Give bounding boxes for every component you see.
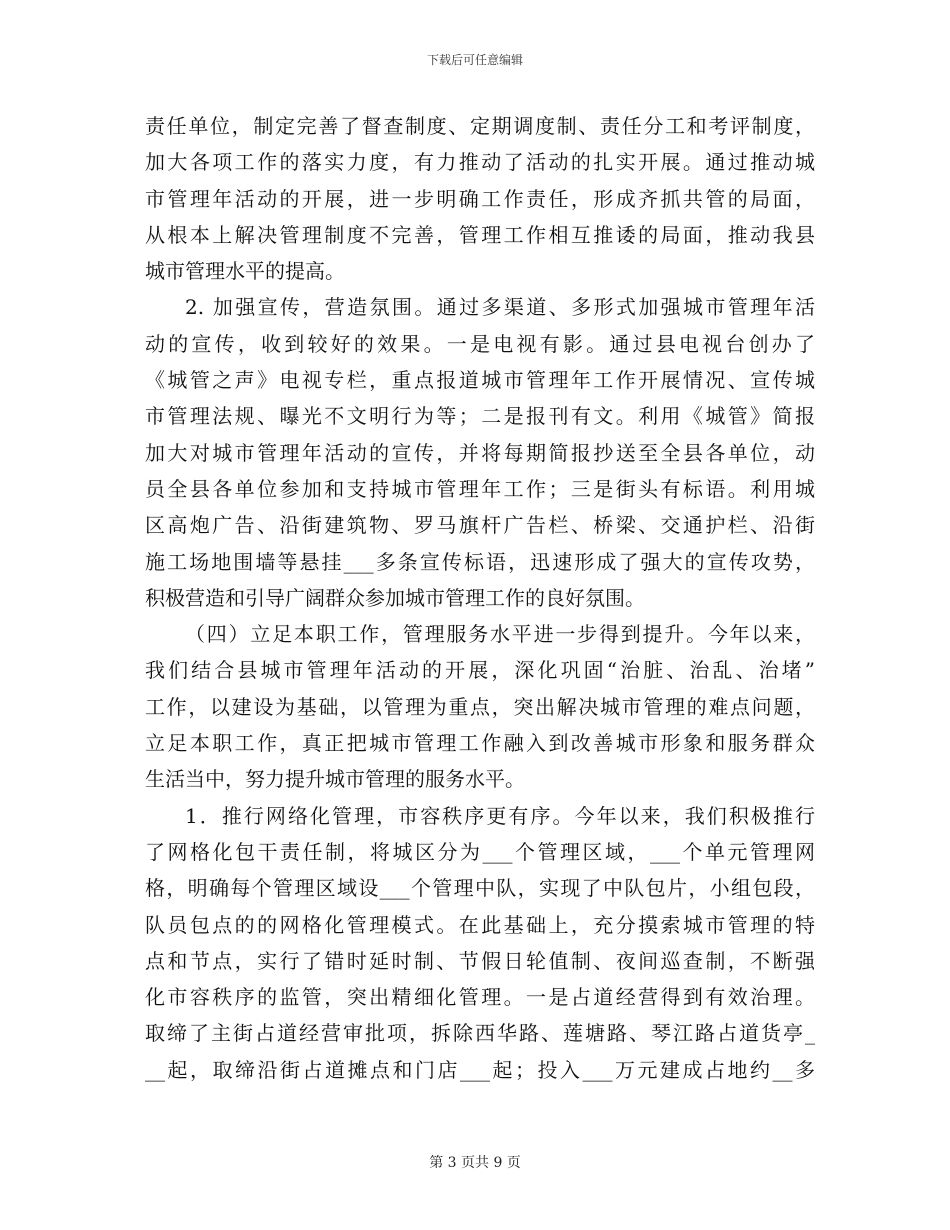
text-line: 员全县各单位参加和支持城市管理年工作；三是街头有标语。利用城 bbox=[145, 476, 815, 501]
paragraph-start-line: 2. 加强宣传，营造氛围。通过多渠道、多形式加强城市管理年活 bbox=[185, 295, 815, 320]
text-line: 施工场地围墙等悬挂___多条宣传标语，迅速形成了强大的宣传攻势， bbox=[145, 549, 815, 574]
text-line: 我们结合县城市管理年活动的开展，深化巩固“治脏、治乱、治堵” bbox=[145, 658, 815, 683]
text-line: 立足本职工作，真正把城市管理工作融入到改善城市形象和服务群众 bbox=[145, 731, 815, 756]
text-line: 点和节点，实行了错时延时制、节假日轮值制、夜间巡查制，不断强 bbox=[145, 948, 815, 973]
text-line: 城市管理水平的提高。 bbox=[145, 259, 345, 284]
text-line: __起，取缔沿街占道摊点和门店___起；投入___万元建成占地约__多 bbox=[145, 1057, 815, 1082]
text-line: 动的宣传，收到较好的效果。一是电视有影。通过县电视台创办了 bbox=[145, 331, 815, 356]
paragraph-start-line: （四）立足本职工作，管理服务水平进一步得到提升。今年以来， bbox=[185, 622, 815, 647]
text-line: 了网格化包干责任制，将城区分为___个管理区域，___个单元管理网 bbox=[145, 839, 815, 864]
paragraph-start-line: 1．推行网络化管理，市容秩序更有序。今年以来，我们积极推行 bbox=[185, 803, 815, 828]
text-line: 从根本上解决管理制度不完善，管理工作相互推诿的局面，推动我县 bbox=[145, 222, 815, 247]
text-line: 区高炮广告、沿街建筑物、罗马旗杆广告栏、桥梁、交通护栏、沿街 bbox=[145, 513, 815, 538]
page-header: 下载后可任意编辑 bbox=[426, 53, 523, 67]
text-line: 加大对城市管理年活动的宣传，并将每期简报抄送至全县各单位，动 bbox=[145, 440, 815, 465]
text-line: 队员包点的的网格化管理模式。在此基础上，充分摸索城市管理的特 bbox=[145, 912, 815, 937]
text-line: 《城管之声》电视专栏，重点报道城市管理年工作开展情况、宣传城 bbox=[145, 368, 815, 393]
text-line: 积极营造和引导广阔群众参加城市管理工作的良好氛围。 bbox=[145, 585, 645, 610]
text-line: 取缔了主街占道经营审批项，拆除西华路、莲塘路、琴江路占道货亭_ bbox=[145, 1021, 815, 1046]
page-footer: 第 3 页共 9 页 bbox=[429, 1155, 521, 1171]
text-line: 工作，以建设为基础，以管理为重点，突出解决城市管理的难点问题， bbox=[145, 694, 815, 719]
text-line: 生活当中，努力提升城市管理的服务水平。 bbox=[145, 767, 525, 792]
text-line: 加大各项工作的落实力度，有力推动了活动的扎实开展。通过推动城 bbox=[145, 150, 815, 175]
text-line: 市管理年活动的开展，进一步明确工作责任，形成齐抓共管的局面， bbox=[145, 186, 815, 211]
text-line: 化市容秩序的监管，突出精细化管理。一是占道经营得到有效治理。 bbox=[145, 985, 815, 1010]
text-line: 格，明确每个管理区域设___个管理中队，实现了中队包片，小组包段， bbox=[145, 876, 815, 901]
document-body bbox=[145, 108, 815, 1088]
text-line: 责任单位，制定完善了督查制度、定期调度制、责任分工和考评制度， bbox=[145, 114, 815, 138]
text-line: 市管理法规、曝光不文明行为等；二是报刊有文。利用《城管》简报 bbox=[145, 404, 815, 429]
